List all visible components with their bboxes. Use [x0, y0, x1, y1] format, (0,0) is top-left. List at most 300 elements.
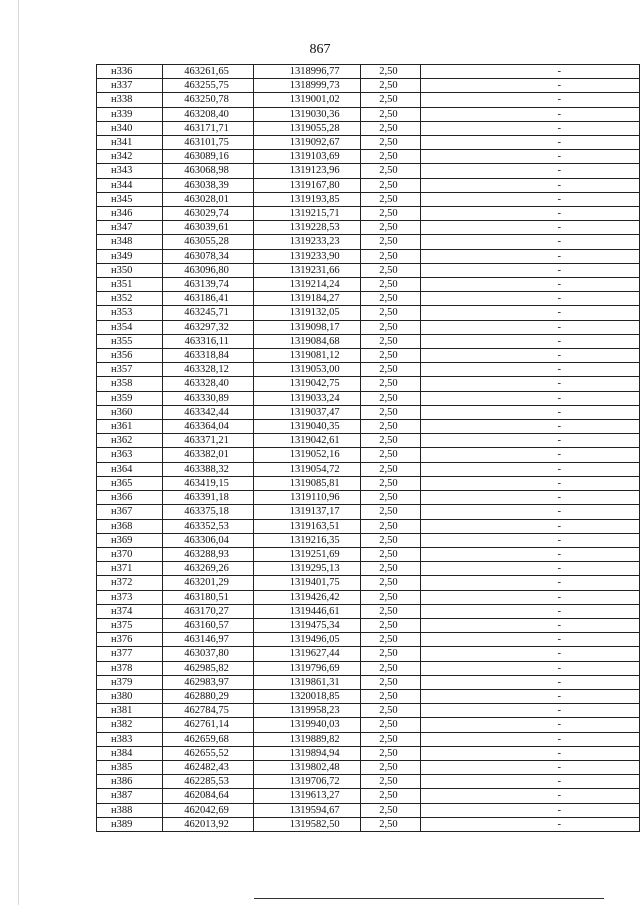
precision-cell: 2,50: [360, 192, 420, 206]
x-coordinate-cell: 462013,92: [163, 817, 254, 831]
x-coordinate-cell: 462983,97: [163, 675, 254, 689]
point-id-cell: н346: [97, 207, 163, 221]
point-id-cell: н359: [97, 391, 163, 405]
precision-cell: 2,50: [360, 633, 420, 647]
x-coordinate-cell: 462880,29: [163, 689, 254, 703]
y-coordinate-cell: 1319446,61: [253, 604, 360, 618]
note-cell: -: [421, 689, 640, 703]
precision-cell: 2,50: [360, 278, 420, 292]
point-id-cell: н339: [97, 107, 163, 121]
point-id-cell: н378: [97, 661, 163, 675]
note-cell: -: [421, 136, 640, 150]
x-coordinate-cell: 463375,18: [163, 505, 254, 519]
x-coordinate-cell: 463330,89: [163, 391, 254, 405]
note-cell: -: [421, 661, 640, 675]
x-coordinate-cell: 462761,14: [163, 718, 254, 732]
note-cell: -: [421, 533, 640, 547]
y-coordinate-cell: 1319167,80: [253, 178, 360, 192]
point-id-cell: н382: [97, 718, 163, 732]
note-cell: -: [421, 249, 640, 263]
note-cell: -: [421, 107, 640, 121]
precision-cell: 2,50: [360, 576, 420, 590]
precision-cell: 2,50: [360, 789, 420, 803]
precision-cell: 2,50: [360, 420, 420, 434]
note-cell: -: [421, 618, 640, 632]
precision-cell: 2,50: [360, 689, 420, 703]
note-cell: -: [421, 377, 640, 391]
precision-cell: 2,50: [360, 377, 420, 391]
note-cell: -: [421, 235, 640, 249]
y-coordinate-cell: 1319796,69: [253, 661, 360, 675]
y-coordinate-cell: 1319137,17: [253, 505, 360, 519]
table-row: [97, 775, 640, 789]
precision-cell: 2,50: [360, 107, 420, 121]
precision-cell: 2,50: [360, 760, 420, 774]
precision-cell: 2,50: [360, 93, 420, 107]
note-cell: -: [421, 391, 640, 405]
y-coordinate-cell: 1319496,05: [253, 633, 360, 647]
table-row: [97, 420, 640, 434]
precision-cell: 2,50: [360, 817, 420, 831]
point-id-cell: н386: [97, 775, 163, 789]
precision-cell: 2,50: [360, 675, 420, 689]
y-coordinate-cell: 1319215,71: [253, 207, 360, 221]
precision-cell: 2,50: [360, 235, 420, 249]
table-row: [97, 633, 640, 647]
precision-cell: 2,50: [360, 221, 420, 235]
precision-cell: 2,50: [360, 79, 420, 93]
note-cell: -: [421, 278, 640, 292]
point-id-cell: н381: [97, 704, 163, 718]
point-id-cell: н369: [97, 533, 163, 547]
x-coordinate-cell: 463342,44: [163, 405, 254, 419]
table-row: [97, 121, 640, 135]
precision-cell: 2,50: [360, 547, 420, 561]
x-coordinate-cell: 463288,93: [163, 547, 254, 561]
y-coordinate-cell: 1319042,61: [253, 434, 360, 448]
precision-cell: 2,50: [360, 647, 420, 661]
point-id-cell: н344: [97, 178, 163, 192]
point-id-cell: н389: [97, 817, 163, 831]
point-id-cell: н387: [97, 789, 163, 803]
precision-cell: 2,50: [360, 505, 420, 519]
point-id-cell: н336: [97, 65, 163, 79]
table-row: [97, 136, 640, 150]
x-coordinate-cell: 463250,78: [163, 93, 254, 107]
precision-cell: 2,50: [360, 491, 420, 505]
y-coordinate-cell: 1319001,02: [253, 93, 360, 107]
note-cell: -: [421, 349, 640, 363]
note-cell: -: [421, 221, 640, 235]
table-row: [97, 349, 640, 363]
y-coordinate-cell: 1319084,68: [253, 334, 360, 348]
note-cell: -: [421, 760, 640, 774]
x-coordinate-cell: 463170,27: [163, 604, 254, 618]
table-row: [97, 476, 640, 490]
note-cell: -: [421, 803, 640, 817]
point-id-cell: н352: [97, 292, 163, 306]
table-row: [97, 689, 640, 703]
y-coordinate-cell: 1319706,72: [253, 775, 360, 789]
precision-cell: 2,50: [360, 334, 420, 348]
precision-cell: 2,50: [360, 803, 420, 817]
table-row: [97, 377, 640, 391]
point-id-cell: н373: [97, 590, 163, 604]
y-coordinate-cell: 1319184,27: [253, 292, 360, 306]
x-coordinate-cell: 463269,26: [163, 562, 254, 576]
x-coordinate-cell: 463039,61: [163, 221, 254, 235]
x-coordinate-cell: 463306,04: [163, 533, 254, 547]
point-id-cell: н341: [97, 136, 163, 150]
point-id-cell: н347: [97, 221, 163, 235]
x-coordinate-cell: 463391,18: [163, 491, 254, 505]
table-row: [97, 292, 640, 306]
table-row: [97, 647, 640, 661]
point-id-cell: н360: [97, 405, 163, 419]
point-id-cell: н380: [97, 689, 163, 703]
point-id-cell: н345: [97, 192, 163, 206]
table-row: [97, 604, 640, 618]
x-coordinate-cell: 462482,43: [163, 760, 254, 774]
note-cell: -: [421, 164, 640, 178]
precision-cell: 2,50: [360, 462, 420, 476]
y-coordinate-cell: 1319054,72: [253, 462, 360, 476]
precision-cell: 2,50: [360, 732, 420, 746]
precision-cell: 2,50: [360, 533, 420, 547]
precision-cell: 2,50: [360, 661, 420, 675]
y-coordinate-cell: 1319193,85: [253, 192, 360, 206]
point-id-cell: н357: [97, 363, 163, 377]
point-id-cell: н362: [97, 434, 163, 448]
table-row: [97, 249, 640, 263]
table-row: [97, 334, 640, 348]
table-row: [97, 533, 640, 547]
y-coordinate-cell: 1319081,12: [253, 349, 360, 363]
point-id-cell: н383: [97, 732, 163, 746]
note-cell: -: [421, 79, 640, 93]
point-id-cell: н351: [97, 278, 163, 292]
precision-cell: 2,50: [360, 604, 420, 618]
y-coordinate-cell: 1319053,00: [253, 363, 360, 377]
note-cell: -: [421, 192, 640, 206]
note-cell: -: [421, 334, 640, 348]
y-coordinate-cell: 1319894,94: [253, 746, 360, 760]
table-row: [97, 547, 640, 561]
table-row: [97, 817, 640, 831]
note-cell: -: [421, 93, 640, 107]
x-coordinate-cell: 463029,74: [163, 207, 254, 221]
table-row: [97, 505, 640, 519]
x-coordinate-cell: 463186,41: [163, 292, 254, 306]
point-id-cell: н353: [97, 306, 163, 320]
y-coordinate-cell: 1319861,31: [253, 675, 360, 689]
coordinates-table-body: [97, 65, 640, 832]
y-coordinate-cell: 1319401,75: [253, 576, 360, 590]
precision-cell: 2,50: [360, 363, 420, 377]
note-cell: -: [421, 576, 640, 590]
note-cell: -: [421, 647, 640, 661]
y-coordinate-cell: 1319627,44: [253, 647, 360, 661]
x-coordinate-cell: 462659,68: [163, 732, 254, 746]
table-row: [97, 576, 640, 590]
precision-cell: 2,50: [360, 136, 420, 150]
x-coordinate-cell: 462285,53: [163, 775, 254, 789]
x-coordinate-cell: 463328,12: [163, 363, 254, 377]
precision-cell: 2,50: [360, 618, 420, 632]
x-coordinate-cell: 462985,82: [163, 661, 254, 675]
x-coordinate-cell: 463160,57: [163, 618, 254, 632]
precision-cell: 2,50: [360, 207, 420, 221]
table-row: [97, 164, 640, 178]
bottom-divider: [254, 898, 604, 899]
y-coordinate-cell: 1319052,16: [253, 448, 360, 462]
note-cell: -: [421, 448, 640, 462]
point-id-cell: н377: [97, 647, 163, 661]
x-coordinate-cell: 463180,51: [163, 590, 254, 604]
table-row: [97, 306, 640, 320]
y-coordinate-cell: 1319889,82: [253, 732, 360, 746]
x-coordinate-cell: 463245,71: [163, 306, 254, 320]
table-row: [97, 93, 640, 107]
y-coordinate-cell: 1319098,17: [253, 320, 360, 334]
x-coordinate-cell: 463038,39: [163, 178, 254, 192]
y-coordinate-cell: 1319030,36: [253, 107, 360, 121]
precision-cell: 2,50: [360, 391, 420, 405]
note-cell: -: [421, 420, 640, 434]
precision-cell: 2,50: [360, 448, 420, 462]
precision-cell: 2,50: [360, 292, 420, 306]
precision-cell: 2,50: [360, 249, 420, 263]
table-row: [97, 704, 640, 718]
point-id-cell: н363: [97, 448, 163, 462]
precision-cell: 2,50: [360, 704, 420, 718]
point-id-cell: н349: [97, 249, 163, 263]
table-row: [97, 150, 640, 164]
table-row: [97, 803, 640, 817]
precision-cell: 2,50: [360, 405, 420, 419]
x-coordinate-cell: 463037,80: [163, 647, 254, 661]
x-coordinate-cell: 463055,28: [163, 235, 254, 249]
table-row: [97, 263, 640, 277]
y-coordinate-cell: 1319231,66: [253, 263, 360, 277]
x-coordinate-cell: 462042,69: [163, 803, 254, 817]
y-coordinate-cell: 1319594,67: [253, 803, 360, 817]
x-coordinate-cell: 463208,40: [163, 107, 254, 121]
table-row: [97, 221, 640, 235]
table-row: [97, 760, 640, 774]
precision-cell: 2,50: [360, 164, 420, 178]
x-coordinate-cell: 463364,04: [163, 420, 254, 434]
point-id-cell: н367: [97, 505, 163, 519]
precision-cell: 2,50: [360, 562, 420, 576]
y-coordinate-cell: 1319802,48: [253, 760, 360, 774]
point-id-cell: н388: [97, 803, 163, 817]
x-coordinate-cell: 463201,29: [163, 576, 254, 590]
point-id-cell: н376: [97, 633, 163, 647]
note-cell: -: [421, 562, 640, 576]
point-id-cell: н375: [97, 618, 163, 632]
x-coordinate-cell: 463171,71: [163, 121, 254, 135]
point-id-cell: н371: [97, 562, 163, 576]
note-cell: -: [421, 604, 640, 618]
table-row: [97, 462, 640, 476]
y-coordinate-cell: 1319216,35: [253, 533, 360, 547]
x-coordinate-cell: 463089,16: [163, 150, 254, 164]
table-row: [97, 562, 640, 576]
point-id-cell: н384: [97, 746, 163, 760]
table-row: [97, 363, 640, 377]
note-cell: -: [421, 519, 640, 533]
y-coordinate-cell: 1319475,34: [253, 618, 360, 632]
x-coordinate-cell: 463328,40: [163, 377, 254, 391]
precision-cell: 2,50: [360, 590, 420, 604]
note-cell: -: [421, 746, 640, 760]
x-coordinate-cell: 463096,80: [163, 263, 254, 277]
note-cell: -: [421, 434, 640, 448]
coordinates-table: [96, 64, 640, 832]
point-id-cell: н340: [97, 121, 163, 135]
note-cell: -: [421, 491, 640, 505]
y-coordinate-cell: 1319295,13: [253, 562, 360, 576]
note-cell: -: [421, 363, 640, 377]
x-coordinate-cell: 463068,98: [163, 164, 254, 178]
point-id-cell: н372: [97, 576, 163, 590]
table-row: [97, 718, 640, 732]
y-coordinate-cell: 1319085,81: [253, 476, 360, 490]
table-row: [97, 618, 640, 632]
y-coordinate-cell: 1319940,03: [253, 718, 360, 732]
note-cell: -: [421, 505, 640, 519]
point-id-cell: н348: [97, 235, 163, 249]
precision-cell: 2,50: [360, 306, 420, 320]
precision-cell: 2,50: [360, 121, 420, 135]
y-coordinate-cell: 1319132,05: [253, 306, 360, 320]
x-coordinate-cell: 463255,75: [163, 79, 254, 93]
precision-cell: 2,50: [360, 476, 420, 490]
note-cell: -: [421, 476, 640, 490]
point-id-cell: н355: [97, 334, 163, 348]
page-number: 867: [309, 42, 331, 57]
precision-cell: 2,50: [360, 718, 420, 732]
note-cell: -: [421, 590, 640, 604]
x-coordinate-cell: 463371,21: [163, 434, 254, 448]
precision-cell: 2,50: [360, 775, 420, 789]
table-row: [97, 320, 640, 334]
x-coordinate-cell: 463382,01: [163, 448, 254, 462]
note-cell: -: [421, 121, 640, 135]
y-coordinate-cell: 1319613,27: [253, 789, 360, 803]
point-id-cell: н379: [97, 675, 163, 689]
table-row: [97, 590, 640, 604]
x-coordinate-cell: 463318,84: [163, 349, 254, 363]
y-coordinate-cell: 1319214,24: [253, 278, 360, 292]
table-row: [97, 732, 640, 746]
x-coordinate-cell: 463297,32: [163, 320, 254, 334]
y-coordinate-cell: 1319040,35: [253, 420, 360, 434]
table-row: [97, 391, 640, 405]
table-row: [97, 746, 640, 760]
point-id-cell: н342: [97, 150, 163, 164]
x-coordinate-cell: 462655,52: [163, 746, 254, 760]
x-coordinate-cell: 462084,64: [163, 789, 254, 803]
point-id-cell: н368: [97, 519, 163, 533]
note-cell: -: [421, 405, 640, 419]
precision-cell: 2,50: [360, 263, 420, 277]
point-id-cell: н358: [97, 377, 163, 391]
y-coordinate-cell: 1319110,96: [253, 491, 360, 505]
table-row: [97, 448, 640, 462]
y-coordinate-cell: 1319163,51: [253, 519, 360, 533]
note-cell: -: [421, 633, 640, 647]
y-coordinate-cell: 1319228,53: [253, 221, 360, 235]
x-coordinate-cell: 463028,01: [163, 192, 254, 206]
table-row: [97, 661, 640, 675]
y-coordinate-cell: 1319037,47: [253, 405, 360, 419]
x-coordinate-cell: 463261,65: [163, 65, 254, 79]
y-coordinate-cell: 1318999,73: [253, 79, 360, 93]
precision-cell: 2,50: [360, 434, 420, 448]
x-coordinate-cell: 463352,53: [163, 519, 254, 533]
precision-cell: 2,50: [360, 65, 420, 79]
note-cell: -: [421, 263, 640, 277]
y-coordinate-cell: 1319251,69: [253, 547, 360, 561]
table-row: [97, 79, 640, 93]
table-row: [97, 178, 640, 192]
x-coordinate-cell: 463101,75: [163, 136, 254, 150]
y-coordinate-cell: 1320018,85: [253, 689, 360, 703]
precision-cell: 2,50: [360, 150, 420, 164]
note-cell: -: [421, 732, 640, 746]
y-coordinate-cell: 1319103,69: [253, 150, 360, 164]
table-row: [97, 491, 640, 505]
table-row: [97, 278, 640, 292]
note-cell: -: [421, 320, 640, 334]
point-id-cell: н338: [97, 93, 163, 107]
note-cell: -: [421, 704, 640, 718]
table-row: [97, 405, 640, 419]
point-id-cell: н343: [97, 164, 163, 178]
table-row: [97, 675, 640, 689]
y-coordinate-cell: 1319582,50: [253, 817, 360, 831]
note-cell: -: [421, 675, 640, 689]
y-coordinate-cell: 1319958,23: [253, 704, 360, 718]
note-cell: -: [421, 718, 640, 732]
table-row: [97, 434, 640, 448]
table-row: [97, 107, 640, 121]
x-coordinate-cell: 463078,34: [163, 249, 254, 263]
note-cell: -: [421, 207, 640, 221]
note-cell: -: [421, 817, 640, 831]
point-id-cell: н364: [97, 462, 163, 476]
precision-cell: 2,50: [360, 349, 420, 363]
point-id-cell: н366: [97, 491, 163, 505]
y-coordinate-cell: 1319233,90: [253, 249, 360, 263]
x-coordinate-cell: 463419,15: [163, 476, 254, 490]
point-id-cell: н350: [97, 263, 163, 277]
table-row: [97, 235, 640, 249]
point-id-cell: н356: [97, 349, 163, 363]
point-id-cell: н337: [97, 79, 163, 93]
note-cell: -: [421, 65, 640, 79]
precision-cell: 2,50: [360, 519, 420, 533]
table-row: [97, 192, 640, 206]
page-edge-line: [18, 0, 19, 905]
y-coordinate-cell: 1319233,23: [253, 235, 360, 249]
table-row: [97, 207, 640, 221]
point-id-cell: н365: [97, 476, 163, 490]
note-cell: -: [421, 462, 640, 476]
precision-cell: 2,50: [360, 746, 420, 760]
